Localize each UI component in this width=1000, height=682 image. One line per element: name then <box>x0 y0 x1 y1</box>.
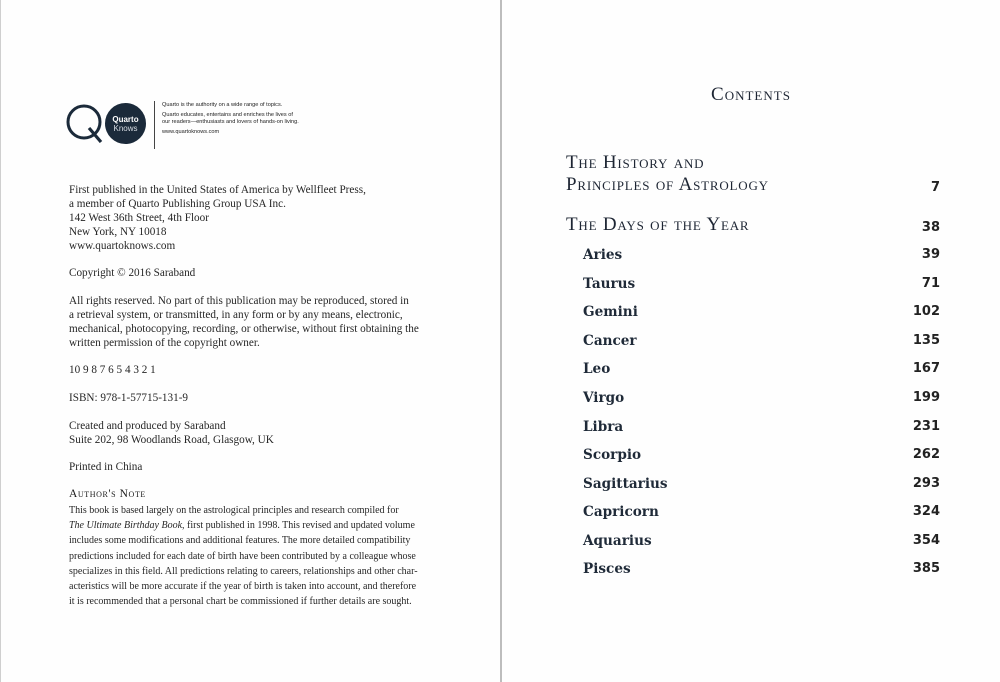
rights-line: written permission of the copyright owner. <box>69 337 260 349</box>
rights-line: All rights reserved. No part of this publication may be reproduced, stored in <box>69 295 409 307</box>
print-line: 10 9 8 7 6 5 4 3 2 1 <box>69 364 156 376</box>
entry-page: 71 <box>921 276 940 291</box>
logo-disc-line1: Quarto <box>112 115 139 124</box>
toc-entry-aquarius[interactable] <box>583 533 940 553</box>
entry-name: Gemini <box>583 304 638 320</box>
entry-page: 231 <box>912 419 940 434</box>
logo-url: www.quartoknows.com <box>162 129 220 135</box>
entry-name: Pisces <box>583 561 631 577</box>
producer-line: Suite 202, 98 Woodlands Road, Glasgow, UK <box>69 434 274 446</box>
entry-name: Cancer <box>583 333 637 349</box>
entry-name: Aries <box>583 247 623 263</box>
quarto-q-icon <box>65 103 105 143</box>
note-line: it is recommended that a personal chart be commissioned if further details are sought. <box>69 596 412 608</box>
book-title: The Ultimate Birthday Book <box>69 520 183 532</box>
tagline-line: our readers—enthusiasts and lovers of hands-on living. <box>162 119 299 125</box>
quarto-knows-logo <box>65 101 325 149</box>
entry-page: 324 <box>912 504 940 519</box>
note-line: This book is based largely on the astrological principles and research compiled for <box>69 505 399 516</box>
toc-entry-pisces[interactable] <box>583 561 940 581</box>
copyright-line: Copyright © 2016 Saraband <box>69 267 196 279</box>
section-label-line: The Days of the Year <box>566 214 750 235</box>
contents-title: Contents <box>711 84 791 105</box>
toc-section-days[interactable] <box>566 214 940 236</box>
rights-line: mechanical, photocopying, recording, or otherwise, without first obtaining the <box>69 323 419 335</box>
publisher-line: a member of Quarto Publishing Group USA Inc. <box>69 198 286 210</box>
entry-page: 102 <box>912 304 940 319</box>
tagline-line: Quarto educates, entertains and enriches the lives of <box>162 112 293 118</box>
toc-entry-aries[interactable] <box>583 247 940 267</box>
producer-info <box>69 419 274 447</box>
note-line-rest: , first published in 1998. This revised and updated volume <box>182 520 415 532</box>
entry-name: Aquarius <box>583 533 652 549</box>
entry-name: Scorpio <box>583 447 642 463</box>
note-line: acteristics will be more accurate if the year of birth is taken into account, and therefore <box>69 581 417 593</box>
note-line: predictions included for each date of birth have been contributed by a colleague whose <box>69 550 416 562</box>
toc-entry-leo[interactable] <box>583 361 940 381</box>
publisher-line: New York, NY 10018 <box>69 226 167 238</box>
note-line <box>69 518 441 533</box>
toc-entry-gemini[interactable] <box>583 304 940 324</box>
entry-page: 39 <box>921 247 940 262</box>
isbn: ISBN: 978-1-57715-131-9 <box>69 392 189 404</box>
entry-page: 354 <box>912 533 940 548</box>
entry-name: Libra <box>583 419 624 435</box>
section-label-line: Principles of Astrology <box>566 174 769 195</box>
toc-entry-scorpio[interactable] <box>583 447 940 467</box>
entry-page: 385 <box>912 561 940 576</box>
publisher-url: www.quartoknows.com <box>69 240 176 252</box>
publisher-line: 142 West 36th Street, 4th Floor <box>69 212 209 224</box>
entry-name: Virgo <box>583 390 625 406</box>
authors-note-heading: Author's Note <box>69 488 146 500</box>
toc-entry-libra[interactable] <box>583 419 940 439</box>
logo-tagline <box>162 102 299 136</box>
rights-line: a retrieval system, or transmitted, in any form or by any means, electronic, <box>69 309 403 321</box>
note-line: specializes in this field. All predictions relating to careers, relationships and other char- <box>69 565 418 577</box>
entry-page: 199 <box>912 390 940 405</box>
toc-entry-cancer[interactable] <box>583 333 940 353</box>
entry-page: 135 <box>912 333 940 348</box>
entry-name: Leo <box>583 361 611 377</box>
tagline-line: Quarto is the authority on a wide range of topics. <box>162 102 283 108</box>
section-page-number: 38 <box>921 220 940 235</box>
quarto-knows-disc <box>105 103 146 144</box>
rights-statement <box>69 294 419 350</box>
authors-note-body <box>69 503 441 609</box>
publisher-line: First published in the United States of America by Wellfleet Press, <box>69 184 366 196</box>
toc-section-history[interactable] <box>566 152 940 196</box>
entry-name: Capricorn <box>583 504 659 520</box>
entry-name: Sagittarius <box>583 476 668 492</box>
entry-page: 293 <box>912 476 940 491</box>
entry-page: 167 <box>912 361 940 376</box>
producer-line: Created and produced by Saraband <box>69 420 226 432</box>
logo-disc-line2: Knows <box>113 124 138 133</box>
entry-page: 262 <box>912 447 940 462</box>
toc-entry-taurus[interactable] <box>583 276 940 296</box>
note-line: includes some modifications and additional features. The more detailed compatibility <box>69 535 411 547</box>
toc-entry-capricorn[interactable] <box>583 504 940 524</box>
section-page-number: 7 <box>930 180 940 195</box>
printed-in: Printed in China <box>69 461 143 473</box>
logo-divider <box>154 101 155 149</box>
toc-entry-virgo[interactable] <box>583 390 940 410</box>
toc-entry-sagittarius[interactable] <box>583 476 940 496</box>
entry-name: Taurus <box>583 276 636 292</box>
section-label-line: The History and <box>566 152 705 173</box>
publisher-info <box>69 183 366 253</box>
